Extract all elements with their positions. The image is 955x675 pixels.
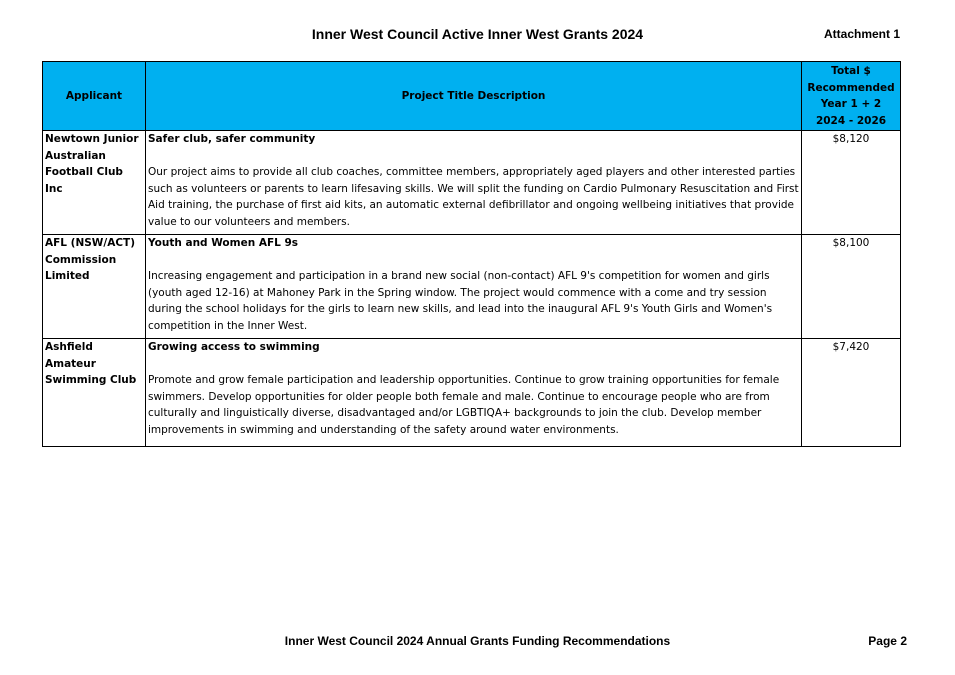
description-cell (146, 235, 802, 339)
total-header-line: Recommended (807, 81, 895, 94)
total-cell: $7,420 (802, 339, 901, 447)
column-header-applicant: Applicant (43, 62, 146, 131)
column-header-description: Project Title Description (146, 62, 802, 131)
page-number: Page 2 (868, 634, 907, 648)
total-header-line: 2024 - 2026 (815, 114, 887, 127)
grants-table (42, 61, 901, 447)
footer-text: Inner West Council 2024 Annual Grants Funding Recommendations (284, 634, 671, 648)
project-description: Increasing engagement and participation in a brand new social (non-contact) AFL 9's competition for women and girls (youth aged 12-16) at Mahoney Park in the Spring window. The project would commence with a come and try session during the school holidays for the girls to learn new skills, and lead into the inaugural AFL 9's Youth Girls and Women's competition in the Inner West. (148, 270, 773, 332)
table-row (43, 131, 901, 235)
table-row (43, 339, 901, 447)
table-header-row (43, 62, 901, 131)
description-cell (146, 339, 802, 447)
total-header-line: Year 1 + 2 (820, 98, 882, 110)
project-title: Safer club, safer community (148, 133, 316, 145)
document-title: Inner West Council Active Inner West Grants 2024 (311, 26, 644, 42)
column-header-total (802, 62, 901, 131)
description-cell (146, 131, 802, 235)
project-title: Youth and Women AFL 9s (148, 237, 299, 249)
total-cell: $8,100 (802, 235, 901, 339)
applicant-cell: Ashfield Amateur Swimming Club (43, 339, 146, 447)
applicant-cell: AFL (NSW/ACT) Commission Limited (43, 235, 146, 339)
project-title: Growing access to swimming (148, 341, 320, 353)
attachment-label: Attachment 1 (823, 27, 900, 41)
applicant-cell: Newtown Junior Australian Football Club Inc (43, 131, 146, 235)
project-description: Our project aims to provide all club coaches, committee members, appropriately aged players and other interested parties such as volunteers or parents to learn lifesaving skills. We will split the funding on Cardio Pulmonary Resuscitation and First Aid training, the purchase of first aid kits, an automatic external defibrillator and ongoing wellbeing initiatives that provide value to our volunteers and members. (148, 166, 799, 228)
total-header-line: Total $ (831, 65, 871, 77)
total-cell: $8,120 (802, 131, 901, 235)
table-row (43, 235, 901, 339)
project-description: Promote and grow female participation and leadership opportunities. Continue to grow training opportunities for female swimmers. Develop opportunities for older people both female and male. Continue to encourage people who are from culturally and linguistically diverse, disadvantaged and/or LGBTIQA+ backgrounds to join the club. Develop member improvements in swimming and understanding of the safety around water environments. (148, 374, 780, 436)
